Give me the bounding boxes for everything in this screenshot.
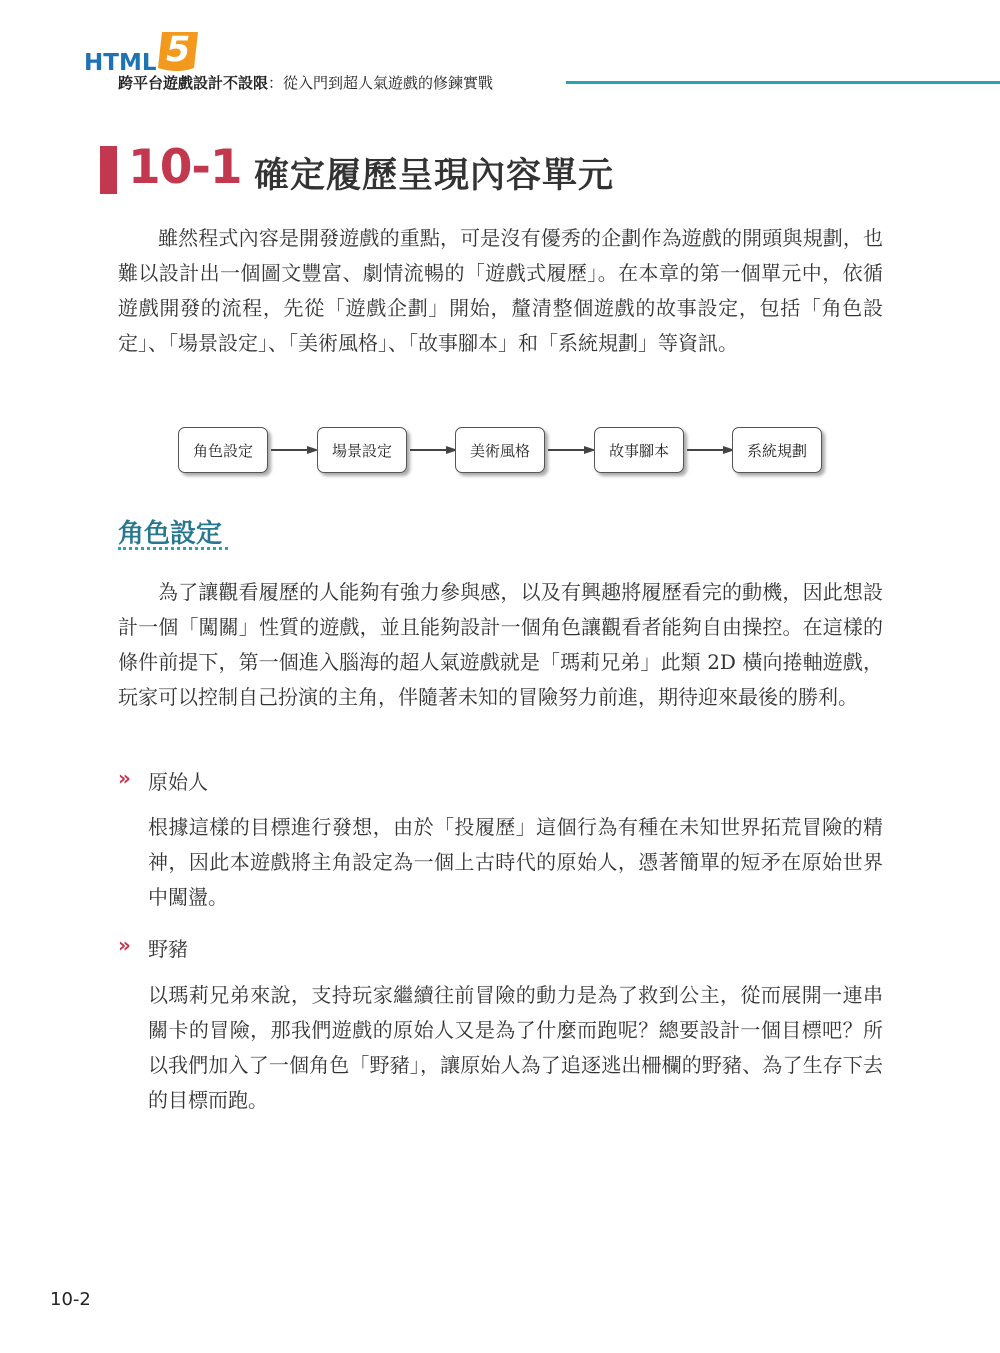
- bullet-label: 原始人: [148, 770, 208, 794]
- flow-step-story-script: 故事腳本: [594, 427, 684, 473]
- subsection-paragraph: 為了讓觀看履歷的人能夠有強力參與感，以及有興趣將履歷看完的動機，因此想設計一個「闖關」性質的遊戲，並且能夠設計一個角色讓觀看者能夠自由操控。在這樣的條件前提下，第一個進入腦海的超人氣遊戲就是「瑪莉兄弟」此類 2D 橫向捲軸遊戲，玩家可以控制自己扮演的主角，伴隨著未知的冒險努力前進，期待迎來最後的勝利。: [118, 580, 883, 709]
- bullet-paragraph: 以瑪莉兄弟來說，支持玩家繼續往前冒險的動力是為了救到公主，從而展開一連串關卡的冒險，那我們遊戲的原始人又是為了什麼而跑呢？總要設計一個目標吧？所以我們加入了一個角色「野豬」，讓原始人為了追逐逃出柵欄的野豬、為了生存下去的目標而跑。: [148, 983, 883, 1112]
- section-title: 確定履歷呈現內容單元: [254, 156, 615, 196]
- subsection-underline: [118, 547, 228, 550]
- flow-arrow-icon: [548, 446, 596, 454]
- flow-step-system-planning: 系統規劃: [732, 427, 822, 473]
- book-title-bold: 跨平台遊戲設計不設限: [118, 74, 269, 92]
- section-marker-bar: [100, 146, 117, 194]
- flow-arrow-icon: [410, 446, 458, 454]
- chevron-double-right-icon: »: [118, 933, 131, 957]
- flow-arrow-icon: [271, 446, 319, 454]
- flow-arrow-icon: [687, 446, 735, 454]
- bullet-label: 野豬: [148, 937, 188, 961]
- page-number: 10-2: [50, 1289, 91, 1310]
- flow-step-art-style: 美術風格: [455, 427, 545, 473]
- subsection-heading: 角色設定: [118, 519, 223, 549]
- section-number: 10-1: [128, 140, 242, 195]
- intro-paragraph: 雖然程式內容是開發遊戲的重點，可是沒有優秀的企劃作為遊戲的開頭與規劃，也難以設計出一個圖文豐富、劇情流暢的「遊戲式履歷」。在本章的第一個單元中，依循遊戲開發的流程，先從「遊戲企劃」開始，釐清整個遊戲的故事設定，包括「角色設定」、「場景設定」、「美術風格」、「故事腳本」和「系統規劃」等資訊。: [118, 226, 883, 355]
- flow-step-character: 角色設定: [178, 427, 268, 473]
- bullet-paragraph: 根據這樣的目標進行發想，由於「投履歷」這個行為有種在未知世界拓荒冒險的精神，因此本遊戲將主角設定為一個上古時代的原始人，憑著簡單的短矛在原始世界中闖盪。: [148, 815, 883, 909]
- chevron-double-right-icon: »: [118, 766, 131, 790]
- planning-flow-diagram: [178, 427, 828, 477]
- book-title-rest: ：從入門到超人氣遊戲的修鍊實戰: [268, 74, 494, 92]
- flow-step-scene: 場景設定: [317, 427, 407, 473]
- logo-number: 5: [166, 30, 191, 70]
- header-rule: [566, 81, 1000, 84]
- book-title: [118, 72, 493, 93]
- logo-html-text: HTML: [84, 50, 157, 76]
